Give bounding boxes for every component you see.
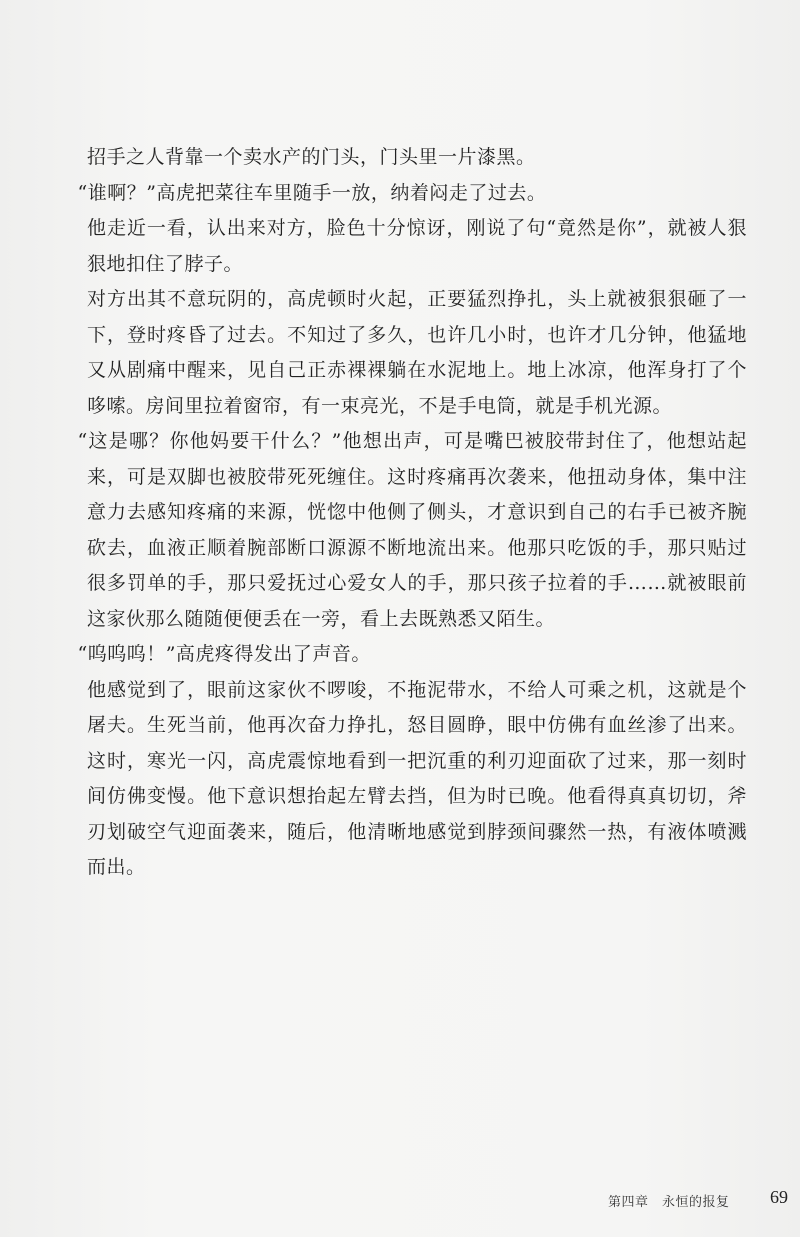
chapter-title: 第四章 永恒的报复 bbox=[608, 1195, 730, 1210]
paragraph: “谁啊？”高虎把菜往车里随手一放，纳着闷走了过去。 bbox=[77, 181, 547, 204]
paragraph: 对方出其不意玩阴的，高虎顿时火起，正要猛烈挣扎，头上就被狠狠砸了一下，登时疼昏了过去。不知过了多久，也许几小时，也许才几分钟，他猛地又从剧痛中醒来，见自己正赤裸裸躺在水泥地上。地上冰凉，他浑身打了个哆嗦。房间里拉着窗帘，有一束亮光，不是手电筒，就是手机光源。 bbox=[87, 288, 747, 417]
paragraph: 招手之人背靠一个卖水产的门头，门头里一片漆黑。 bbox=[87, 146, 536, 168]
page-number: 69 bbox=[770, 1187, 788, 1207]
page-footer bbox=[0, 1187, 800, 1215]
body-text bbox=[77, 140, 747, 886]
paragraph: “呜呜呜！”高虎疼得发出了声音。 bbox=[77, 643, 371, 665]
paragraph: “这是哪？你他妈要干什么？”他想出声，可是嘴巴被胶带封住了，他想站起来，可是双脚也被胶带死死缠住。这时疼痛再次袭来，他扭动身体，集中注意力去感知疼痛的来源，恍惚中他侧了侧头，才意识到自己的右手已被齐腕砍去，血液正顺着腕部断口源源不断地流出来。他那只吃饭的手，那只贴过很多罚单的手，那只爱抚过心爱女人的手，那只孩子拉着的手……就被眼前这家伙那么随随便便丢在一旁，看上去既熟悉又陌生。 bbox=[77, 430, 747, 630]
paragraph: 他感觉到了，眼前这家伙不啰唆，不拖泥带水，不给人可乘之机，这就是个屠夫。生死当前，他再次奋力挣扎，怒目圆睁，眼中仿佛有血丝渗了出来。这时，寒光一闪，高虎震惊地看到一把沉重的利刃迎面砍了过来，那一刻时间仿佛变慢。他下意识想抬起左臂去挡，但为时已晚。他看得真真切切，斧刃划破空气迎面袭来，随后，他清晰地感觉到脖颈间骤然一热，有液体喷溅而出。 bbox=[87, 678, 747, 878]
paragraph: 他走近一看，认出来对方，脸色十分惊讶，刚说了句“竟然是你”，就被人狠狠地扣住了脖子。 bbox=[87, 217, 747, 275]
